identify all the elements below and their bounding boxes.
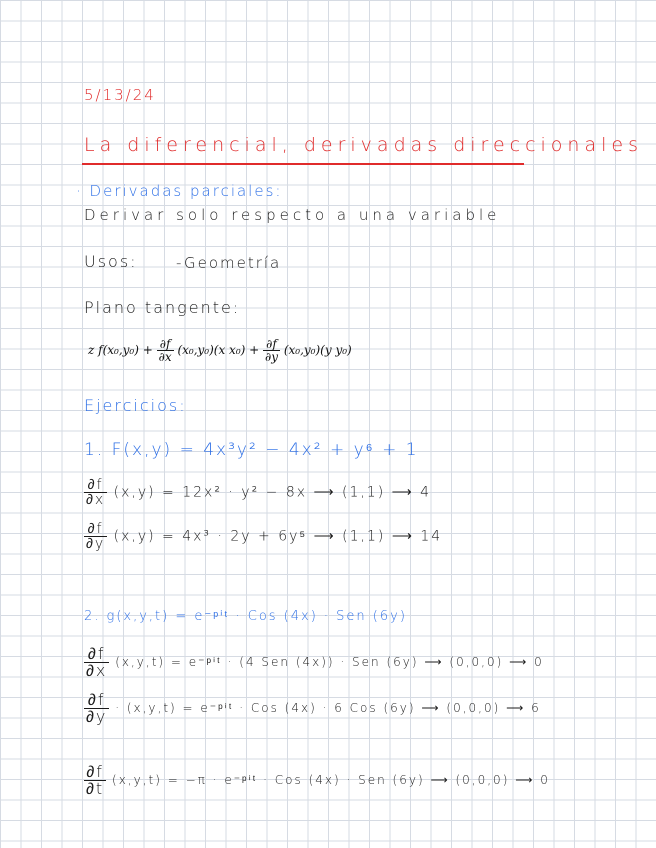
plane-frac-dfdy bbox=[263, 338, 280, 363]
ex2-dfdt-num: ∂f bbox=[84, 764, 106, 781]
ex2-dfdy-expr: · (x,y,t) = e⁻ᵖⁱᵗ · Cos (4x) · 6 Cos (6y) ⟶ (0,0,0) ⟶ 6 bbox=[115, 701, 541, 715]
ex2-dfdt-frac bbox=[84, 764, 106, 797]
ex2-dfdt-line bbox=[84, 764, 550, 797]
note-date: 5/13/24 bbox=[84, 86, 156, 104]
ex1-dfdy-den: ∂y bbox=[86, 536, 106, 552]
ejercicios-label: Ejercicios: bbox=[84, 396, 187, 415]
definition-line: Derivar solo respecto a una variable bbox=[84, 206, 501, 224]
plane-tail: (x₀,y₀)(y y₀) bbox=[283, 343, 352, 357]
note-title: La diferencial, derivadas direccionales bbox=[84, 134, 643, 156]
ex2-dfdy-num: ∂f bbox=[84, 692, 109, 709]
ex2-dfdx-frac bbox=[84, 646, 109, 679]
ex2-dfdt-den: ∂t bbox=[86, 779, 105, 798]
ex1-dfdy-line bbox=[84, 522, 442, 551]
plane-lhs: z f(x₀,y₀) + bbox=[88, 343, 153, 357]
ex2-dfdx-den: ∂x bbox=[86, 661, 108, 680]
ex2-dfdy-frac bbox=[84, 692, 109, 725]
title-underline bbox=[82, 163, 524, 165]
ex1-dfdx-line bbox=[84, 478, 431, 507]
plane-frac2-den: ∂y bbox=[265, 350, 278, 364]
ex2-dfdx-expr: (x,y,t) = e⁻ᵖⁱᵗ · (4 Sen (4x)) · Sen (6y) ⟶ (0,0,0) ⟶ 0 bbox=[115, 655, 544, 669]
ex1-statement: 1. F(x,y) = 4x³y² − 4x² + y⁶ + 1 bbox=[84, 440, 419, 460]
plane-mid: (x₀,y₀)(x x₀) + bbox=[177, 343, 260, 357]
plane-frac1-num: ∂f bbox=[157, 338, 174, 351]
ex2-statement: 2. g(x,y,t) = e⁻ᵖⁱᵗ · Cos (4x) · Sen (6y) bbox=[84, 609, 407, 624]
ex2-dfdt-expr: (x,y,t) = −π · e⁻ᵖⁱᵗ · Cos (4x) · Sen (6y) ⟶ (0,0,0) ⟶ 0 bbox=[112, 773, 550, 787]
plane-frac-dfdx bbox=[157, 338, 174, 363]
ex1-dfdx-expr: (x,y) = 12x² · y² − 8x ⟶ (1,1) ⟶ 4 bbox=[113, 484, 432, 501]
ex2-dfdx-num: ∂f bbox=[84, 646, 109, 663]
plane-frac2-num: ∂f bbox=[263, 338, 280, 351]
ex1-dfdy-expr: (x,y) = 4x³ · 2y + 6y⁵ ⟶ (1,1) ⟶ 14 bbox=[113, 528, 443, 545]
ex1-dfdy-frac bbox=[84, 522, 107, 551]
ex1-dfdx-den: ∂x bbox=[86, 492, 106, 508]
ex2-dfdy-line bbox=[84, 692, 541, 725]
section-heading: · Derivadas parciales: bbox=[76, 182, 283, 200]
usos-item: -Geometría bbox=[176, 254, 282, 272]
ex1-dfdx-frac bbox=[84, 478, 107, 507]
ex2-dfdy-den: ∂y bbox=[86, 707, 108, 726]
ex1-dfdy-num: ∂f bbox=[84, 522, 107, 537]
ex2-dfdx-line bbox=[84, 646, 544, 679]
ex1-dfdx-num: ∂f bbox=[84, 478, 107, 493]
plano-label: Plano tangente: bbox=[84, 298, 241, 317]
plane-frac1-den: ∂x bbox=[158, 350, 172, 364]
usos-label: Usos: bbox=[84, 252, 138, 271]
tangent-plane-formula bbox=[88, 338, 352, 363]
